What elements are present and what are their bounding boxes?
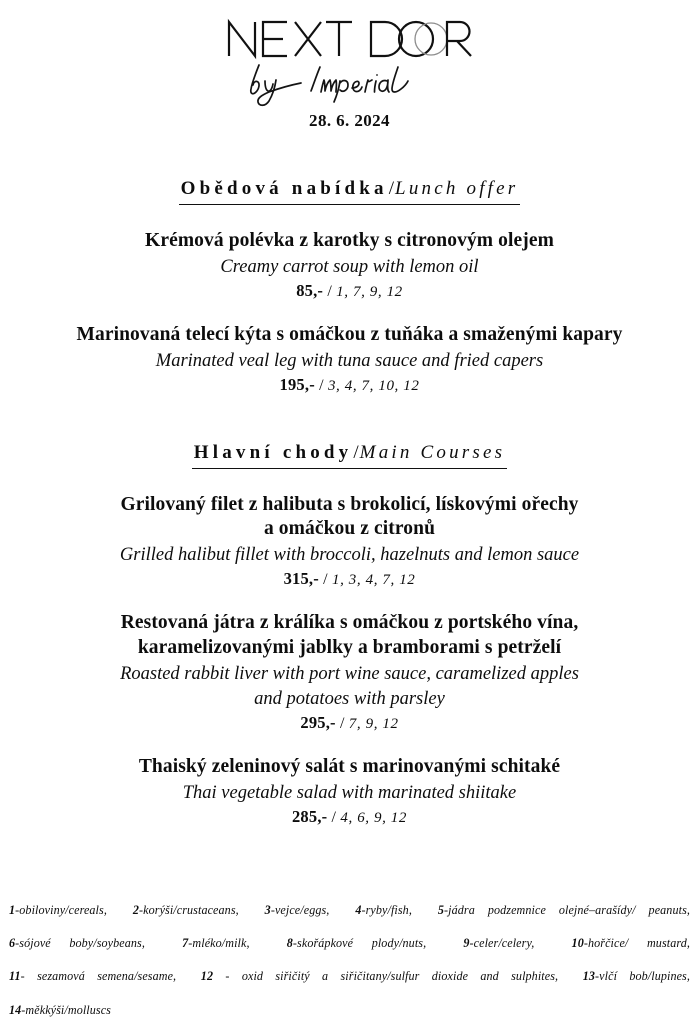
menu-item-name-en: and potatoes with parsley bbox=[254, 689, 445, 710]
section-heading-cz: Hlavní chody bbox=[193, 441, 353, 463]
allergen-legend-line: 14-měkkýši/molluscs bbox=[9, 1002, 111, 1017]
section-heading-cz: Obědová nabídka bbox=[180, 178, 388, 199]
allergen-legend-line: 11- sezamová semena/sesame, 12 - oxid siřičitý a siřičitany/sulfur dioxide and sulphites, 13-vlčí bob/lupines, bbox=[9, 969, 690, 984]
menu-item-name-cz: Grilovaný filet z halibuta s brokolicí, lískovými ořechy bbox=[120, 493, 579, 515]
menu-item-price: 295,- bbox=[300, 713, 336, 733]
menu-item-name-cz: Marinovaná telecí kýta s omáčkou z tuňáka a smaženými kapary bbox=[76, 323, 623, 345]
menu-section-lunch bbox=[0, 177, 699, 395]
menu-date: 28. 6. 2024 bbox=[309, 111, 390, 130]
menu-item-name-en: Creamy carrot soup with lemon oil bbox=[220, 256, 479, 277]
price-separator: / bbox=[318, 571, 332, 589]
menu-item-name-cz: Restovaná játra z králíka s omáčkou z portského vína, bbox=[120, 612, 579, 634]
menu-item-allergens: 7, 9, 12 bbox=[348, 716, 399, 733]
menu-item bbox=[0, 611, 699, 733]
menu-section-main bbox=[0, 441, 699, 828]
section-heading-separator: / bbox=[388, 178, 395, 199]
menu-item-price-row bbox=[0, 281, 699, 301]
section-heading-lunch bbox=[0, 177, 699, 207]
menu-item-price-row bbox=[0, 569, 699, 589]
section-heading-en: Lunch offer bbox=[395, 178, 519, 199]
menu-item-name-en: Grilled halibut fillet with broccoli, hazelnuts and lemon sauce bbox=[119, 545, 580, 566]
price-separator: / bbox=[327, 809, 341, 827]
section-heading-main bbox=[0, 441, 699, 471]
price-separator: / bbox=[323, 282, 337, 300]
menu-item-name-cz: karamelizovanými jablky a bramborami s petrželí bbox=[137, 637, 562, 659]
section-heading-en: Main Courses bbox=[359, 441, 506, 463]
menu-item-name-en: Roasted rabbit liver with port wine sauce, caramelized apples bbox=[120, 664, 579, 685]
price-separator: / bbox=[335, 715, 349, 733]
menu-item-name-cz: Krémová polévka z karotky s citronovým olejem bbox=[145, 229, 554, 251]
allergen-legend bbox=[9, 902, 690, 1018]
menu-item-allergens: 1, 7, 9, 12 bbox=[336, 283, 403, 300]
menu-item bbox=[0, 229, 699, 301]
menu-sections bbox=[0, 177, 699, 827]
menu-item bbox=[0, 493, 699, 590]
menu-item bbox=[0, 323, 699, 395]
section-heading-text bbox=[179, 177, 521, 205]
menu-item-allergens: 1, 3, 4, 7, 12 bbox=[332, 572, 416, 589]
allergen-legend-line: 6-sójové boby/soybeans, 7-mléko/milk, 8-skořápkové plody/nuts, 9-celer/celery, 10-hořčice/ mustard, bbox=[9, 936, 690, 951]
menu-item-price-row bbox=[0, 807, 699, 827]
menu-item-allergens: 4, 6, 9, 12 bbox=[340, 810, 408, 827]
menu-item-name-cz: a omáčkou z citronů bbox=[263, 518, 436, 540]
wordmark-next-door bbox=[225, 16, 475, 62]
script-tagline-by-imperial bbox=[0, 61, 699, 105]
menu-item bbox=[0, 755, 699, 827]
allergen-legend-line: 1-obiloviny/cereals, 2-korýši/crustaceans, 3-vejce/eggs, 4-ryby/fish, 5-jádra podzemnice olejné–arašídy/ peanuts, bbox=[9, 903, 690, 917]
brand-logo bbox=[0, 0, 699, 105]
menu-item-allergens: 3, 4, 7, 10, 12 bbox=[327, 377, 420, 394]
price-separator: / bbox=[314, 376, 328, 394]
section-heading-separator: / bbox=[353, 441, 359, 463]
menu-item-price: 285,- bbox=[291, 807, 328, 827]
section-heading-text bbox=[192, 441, 507, 469]
menu-item-price-row bbox=[0, 713, 699, 733]
menu-item-name-en: Marinated veal leg with tuna sauce and fried capers bbox=[155, 350, 544, 371]
menu-item-price: 85,- bbox=[296, 280, 324, 300]
menu-item-price-row bbox=[0, 375, 699, 395]
menu-item-price: 315,- bbox=[283, 569, 319, 589]
menu-item-name-en: Thai vegetable salad with marinated shiitake bbox=[182, 783, 517, 804]
menu-item-name-cz: Thaiský zeleninový salát s marinovanými schitaké bbox=[138, 756, 561, 778]
menu-item-price: 195,- bbox=[279, 374, 315, 394]
